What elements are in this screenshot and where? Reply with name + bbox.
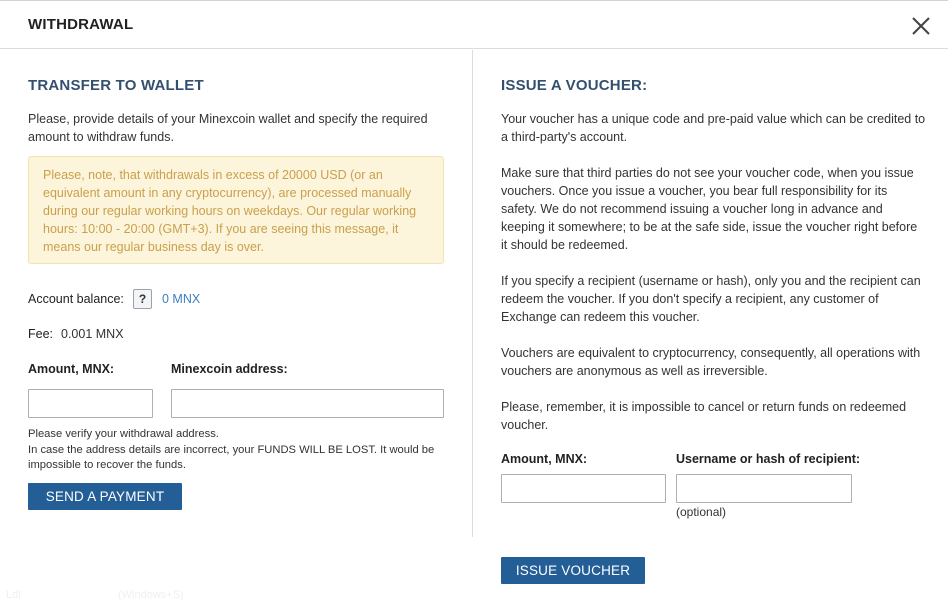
overlay-left-text: Ldl <box>6 589 21 601</box>
voucher-section-title: ISSUE A VOUCHER: <box>501 77 648 94</box>
transfer-intro-text: Please, provide details of your Minexcoin wallet and specify the required amount to withdraw funds. <box>28 112 428 144</box>
minexcoin-address-input[interactable] <box>171 389 444 418</box>
fee-value: 0.001 MNX <box>61 327 124 341</box>
address-label: Minexcoin address: <box>171 362 288 376</box>
voucher-amount-input[interactable] <box>501 474 666 503</box>
close-button[interactable] <box>908 13 934 39</box>
close-icon <box>908 13 934 39</box>
voucher-paragraph-2: Make sure that third parties do not see your voucher code, when you issue vouchers. Once you issue a voucher, you bear full responsibility for its safety. We do not recommend issuing a voucher long in advance and keeping it somewhere; to be at the safe side, issue the voucher right before it should be redeemed. <box>501 166 918 252</box>
funds-warning-text: In case the address details are incorrect, your FUNDS WILL BE LOST. It would be impossible to recover the funds. <box>28 443 435 471</box>
column-divider <box>472 50 473 537</box>
verify-address-note <box>28 427 458 474</box>
recipient-input[interactable] <box>676 474 852 503</box>
optional-hint: (optional) <box>676 505 727 519</box>
modal-header <box>0 1 948 49</box>
help-button[interactable]: ? <box>133 289 152 309</box>
recipient-label: Username or hash of recipient: <box>676 452 861 466</box>
modal-title: WITHDRAWAL <box>28 16 134 33</box>
verify-note-line: Please verify your withdrawal address. <box>28 428 219 440</box>
transfer-section-title: TRANSFER TO WALLET <box>28 77 204 94</box>
send-payment-button[interactable]: SEND A PAYMENT <box>28 483 182 510</box>
account-balance-value[interactable]: 0 MNX <box>162 292 201 306</box>
voucher-paragraph-3: If you specify a recipient (username or hash), only you and the recipient can redeem the voucher. If you don't specify a recipient, any customer of Exchange can redeem this voucher. <box>501 274 921 324</box>
search-overlay-hint <box>0 584 208 606</box>
amount-label: Amount, MNX: <box>28 362 115 376</box>
issue-voucher-button[interactable]: ISSUE VOUCHER <box>501 557 645 584</box>
voucher-paragraph-5: Please, remember, it is impossible to cancel or return funds on redeemed voucher. <box>501 400 907 432</box>
overlay-shortcut-text: (Windows+S) <box>118 589 184 601</box>
voucher-amount-label: Amount, MNX: <box>501 452 588 466</box>
fee-label: Fee: <box>28 327 54 341</box>
voucher-paragraph-4: Vouchers are equivalent to cryptocurrency, consequently, all operations with vouchers are anonymous as well as irreversible. <box>501 346 921 378</box>
voucher-paragraph-1: Your voucher has a unique code and pre-paid value which can be credited to a third-party's account. <box>501 112 926 144</box>
withdrawal-notice: Please, note, that withdrawals in excess of 20000 USD (or an equivalent amount in any cryptocurrency), are processed manually during our regular working hours on weekdays. Our regular working hours: 10:00 - 20:00 (GMT+3). If you are seeing this message, it means our regular business day is over. <box>28 156 444 264</box>
amount-input[interactable] <box>28 389 153 418</box>
account-balance-label: Account balance: <box>28 292 124 306</box>
